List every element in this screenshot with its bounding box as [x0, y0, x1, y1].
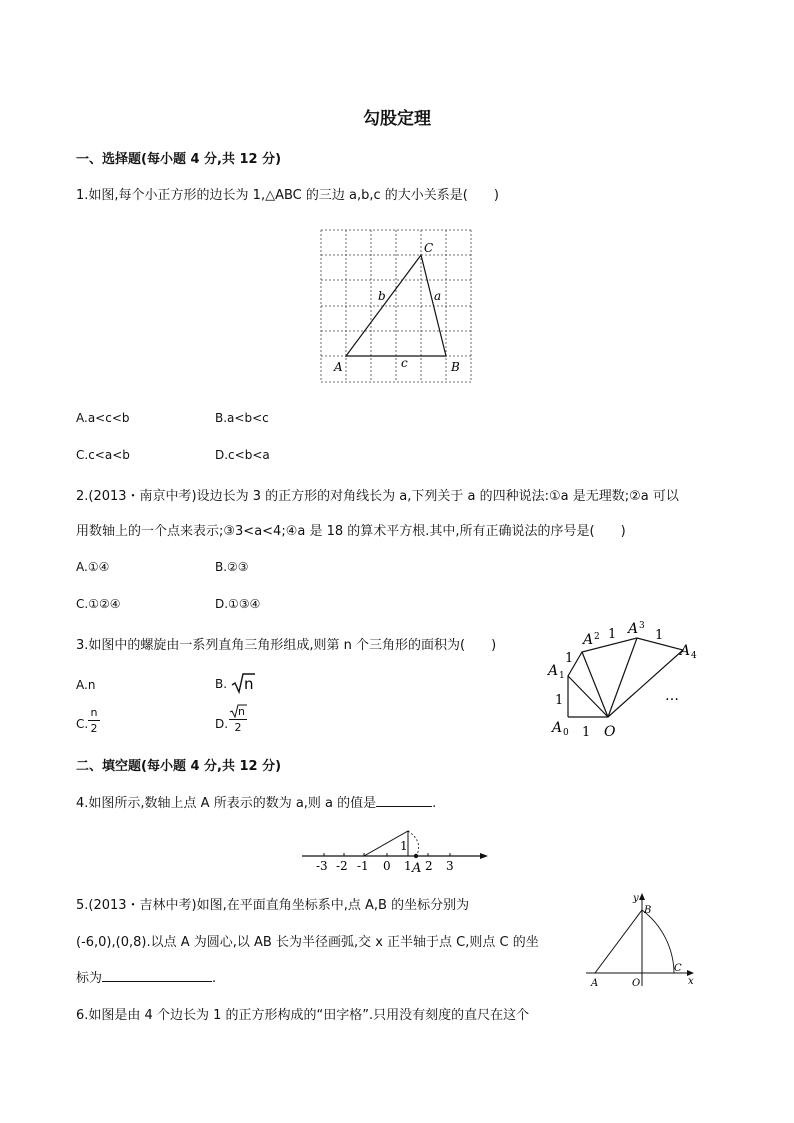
q4-tick-2: 2: [425, 859, 433, 872]
q4-tick-neg3: -3: [316, 859, 328, 872]
q5-end: .: [212, 971, 217, 986]
q4-tick-3: 3: [446, 859, 454, 872]
label-side-b: b: [378, 289, 386, 303]
q4-label-A: A: [412, 861, 422, 872]
q5-label-y: y: [633, 893, 639, 904]
q4-tick-neg1: -1: [357, 859, 369, 872]
q3-option-c-numerator: n: [90, 706, 98, 719]
q2-option-a[interactable]: A.①④: [76, 560, 110, 574]
label-A4: A: [680, 643, 691, 659]
question-3-stem: 3.如图中的螺旋由一系列直角三角形组成,则第 n 个三角形的面积为( ): [76, 638, 497, 653]
label-side-a: a: [434, 289, 442, 303]
page-title: 勾股定理: [363, 109, 431, 129]
label-A3-sub: 3: [639, 621, 645, 631]
label-B: B: [451, 360, 460, 374]
q3-option-c[interactable]: [88, 706, 100, 735]
ellipsis-icon: …: [665, 688, 679, 704]
question-2-line-1: 2.(2013・南京中考)设边长为 3 的正方形的对角线长为 a,下列关于 a 的四种说法:①a 是无理数;②a 可以: [76, 489, 679, 504]
q3-option-d-numerator: n: [238, 705, 245, 718]
section-heading-fill: 二、填空题(每小题 4 分,共 12 分): [76, 759, 282, 774]
q3-option-d[interactable]: [229, 704, 247, 734]
q1-option-c[interactable]: C.c<a<b: [76, 448, 130, 462]
q4-tick-0: 0: [383, 859, 391, 872]
sqrt-icon: [231, 672, 255, 694]
label-A4-sub: 4: [691, 651, 697, 661]
label-side-c: c: [401, 356, 408, 370]
label-side-1-bottom: 1: [582, 725, 591, 740]
question-1-stem: 1.如图,每个小正方形的边长为 1,△ABC 的三边 a,b,c 的大小关系是( ): [76, 188, 499, 203]
q2-option-c[interactable]: C.①②④: [76, 597, 121, 611]
label-side-1-a2a3: 1: [608, 627, 617, 642]
q3-option-c-denominator: 2: [90, 722, 98, 735]
question-5-line-3: 标为: [76, 971, 103, 986]
q5-label-A: A: [591, 978, 599, 989]
q5-coordinate-figure: [586, 890, 702, 990]
question-5-line-3-wrap: [76, 967, 216, 986]
label-A: A: [334, 360, 343, 374]
q4-answer-blank[interactable]: [376, 794, 432, 807]
label-side-1-a1a2: 1: [565, 651, 574, 666]
label-A2: A: [583, 632, 594, 648]
q3-option-b[interactable]: [215, 672, 255, 694]
label-C: C: [424, 241, 434, 255]
q3-option-d-numerator-wrap: [229, 704, 247, 718]
q3-option-b-radicand: n: [243, 675, 254, 693]
q3-option-a[interactable]: A.n: [76, 678, 96, 692]
label-A1: A: [548, 663, 559, 679]
q1-option-d[interactable]: D.c<b<a: [215, 448, 270, 462]
q3-spiral-figure: [540, 612, 710, 744]
label-O: O: [604, 724, 616, 740]
q5-label-O: O: [632, 978, 641, 989]
q4-number-line-figure: [300, 826, 490, 872]
q5-answer-blank[interactable]: [102, 969, 212, 982]
q4-end: .: [432, 796, 437, 811]
q1-option-b[interactable]: B.a<b<c: [215, 411, 269, 425]
q5-label-x: x: [688, 976, 694, 987]
label-A3: A: [628, 621, 639, 637]
q4-tick-neg2: -2: [336, 859, 348, 872]
q5-label-B: B: [644, 905, 652, 916]
question-2-line-2: 用数轴上的一个点来表示;③3<a<4;④a 是 18 的算术平方根.其中,所有正确说法的序号是( ): [76, 524, 626, 539]
label-side-1-a3a4: 1: [655, 628, 664, 643]
q3-option-c-prefix: C.: [76, 717, 89, 731]
question-4-stem: 4.如图所示,数轴上点 A 所表示的数为 a,则 a 的值是: [76, 796, 377, 811]
question-4-stem-wrap: [76, 792, 436, 811]
q1-option-a[interactable]: A.a<c<b: [76, 411, 130, 425]
label-side-1-left: 1: [555, 693, 564, 708]
label-A0-sub: 0: [563, 728, 569, 738]
q4-label-1-vertical: 1: [400, 839, 408, 853]
q5-label-C: C: [674, 963, 682, 974]
q2-option-b[interactable]: B.②③: [215, 560, 249, 574]
q3-option-d-prefix: D.: [215, 717, 229, 731]
q2-option-d[interactable]: D.①③④: [215, 597, 261, 611]
q1-grid-figure: [314, 226, 478, 386]
label-A2-sub: 2: [594, 632, 600, 642]
question-6-line-1: 6.如图是由 4 个边长为 1 的正方形构成的“田字格”.只用没有刻度的直尺在这个: [76, 1008, 530, 1023]
q3-option-d-denominator: 2: [234, 721, 242, 734]
label-A1-sub: 1: [559, 671, 565, 681]
question-5-line-2: (-6,0),(0,8).以点 A 为圆心,以 AB 长为半径画弧,交 x 正半轴于点 C,则点 C 的坐: [76, 935, 539, 950]
q4-tick-1: 1: [404, 859, 412, 872]
label-A0: A: [552, 720, 563, 736]
question-5-line-1: 5.(2013・吉林中考)如图,在平面直角坐标系中,点 A,B 的坐标分别为: [76, 898, 470, 913]
section-heading-choice: 一、选择题(每小题 4 分,共 12 分): [76, 152, 282, 167]
q3-option-b-prefix: B.: [215, 677, 228, 691]
